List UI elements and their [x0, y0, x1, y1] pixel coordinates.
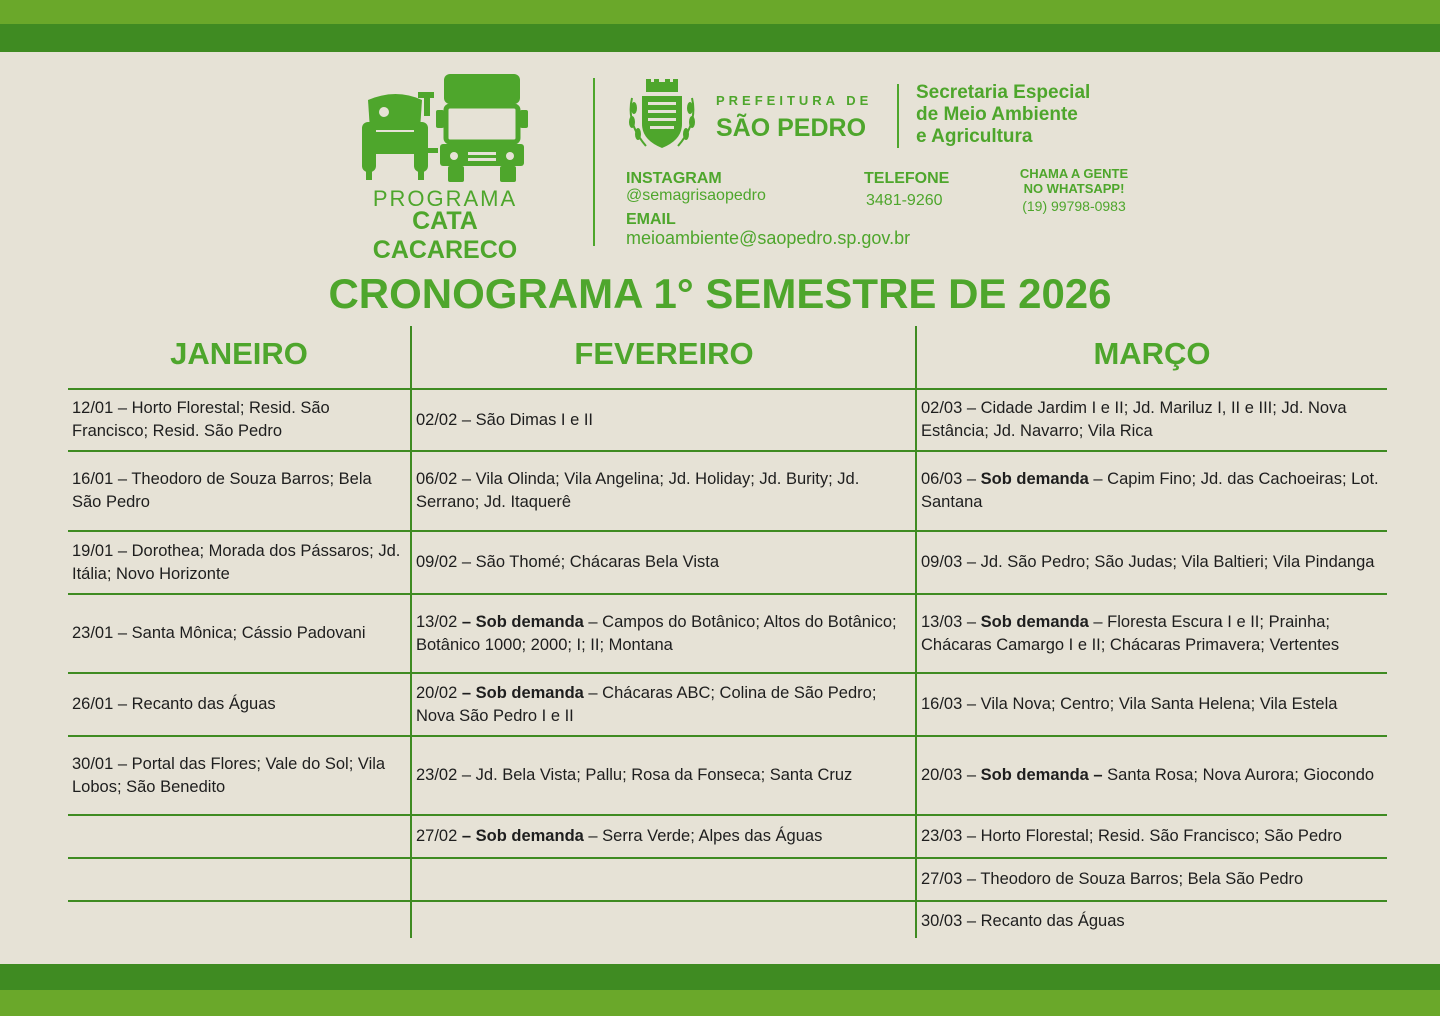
- schedule-cell-janeiro: [72, 674, 402, 735]
- entry-on-demand: Sob demanda –: [980, 766, 1103, 784]
- entry-neighborhoods: Theodoro de Souza Barros; Bela São Pedro: [980, 870, 1304, 888]
- schedule-entry: [416, 409, 593, 432]
- secretaria-line3: e Agricultura: [916, 126, 1033, 147]
- schedule-cell-fevereiro: [416, 816, 908, 857]
- schedule-cell-fevereiro: [416, 532, 908, 593]
- secretaria-name: [916, 82, 1090, 148]
- schedule-cell-marco: [921, 674, 1379, 735]
- schedule-cell-fevereiro: [416, 595, 908, 672]
- entry-neighborhoods: Vila Nova; Centro; Vila Santa Helena; Vila Estela: [980, 695, 1338, 713]
- schedule-cell-janeiro: [72, 532, 402, 593]
- entry-neighborhoods: Recanto das Águas: [980, 911, 1125, 930]
- entry-date: 27/02: [416, 827, 462, 845]
- entry-date: 20/03 –: [921, 766, 981, 784]
- schedule-entry: [921, 397, 1379, 443]
- bottom-bar-dark: [0, 964, 1440, 990]
- entry-date: 26/01 –: [72, 695, 132, 713]
- schedule-entry: [921, 868, 1303, 891]
- prefeitura-line1: PREFEITURA DE: [716, 93, 873, 108]
- entry-date: 02/02 –: [416, 410, 476, 429]
- entry-neighborhoods: Santa Rosa; Nova Aurora; Giocondo: [1102, 766, 1375, 784]
- schedule-cell-janeiro: [72, 595, 402, 672]
- schedule-entry: [921, 764, 1374, 787]
- schedule-entry: [416, 682, 908, 728]
- entry-neighborhoods: – Capim Fino; Jd. das Cachoeiras; Lot. Santana: [921, 470, 1379, 511]
- row-divider: [68, 814, 410, 816]
- schedule-entry: [72, 753, 402, 799]
- schedule-entry: [921, 611, 1379, 657]
- bottom-bar-light: [0, 990, 1440, 1016]
- schedule-cell-marco: [921, 390, 1379, 450]
- schedule-cell-fevereiro: [416, 737, 908, 814]
- schedule-cell-marco: [921, 902, 1379, 940]
- schedule-entry: [921, 825, 1342, 848]
- schedule-cell-marco: [921, 452, 1379, 530]
- entry-date: 09/02 –: [416, 553, 476, 571]
- entry-on-demand: – Sob demanda: [461, 827, 584, 845]
- schedule-entry: [416, 764, 852, 787]
- entry-neighborhoods: Jd. Bela Vista; Pallu; Rosa da Fonseca; Santa Cruz: [475, 766, 853, 784]
- secretaria-line1: Secretaria Especial: [916, 82, 1091, 103]
- entry-date: 06/02 –: [416, 470, 476, 488]
- entry-neighborhoods: – Floresta Escura I e II; Prainha; Chácaras Camargo I e II; Chácaras Primavera; Vertentes: [921, 612, 1340, 654]
- schedule-cell-janeiro: [72, 390, 402, 450]
- top-bar-dark: [0, 24, 1440, 52]
- schedule-entry: [921, 693, 1337, 716]
- entry-date: 13/03 –: [921, 612, 981, 631]
- schedule-cell-fevereiro: [416, 674, 908, 735]
- entry-date: 23/01 –: [72, 624, 132, 642]
- entry-neighborhoods: – Serra Verde; Alpes das Águas: [583, 827, 823, 845]
- entry-date: 19/01 –: [72, 541, 132, 560]
- entry-date: 13/02: [416, 612, 462, 631]
- entry-neighborhoods: Horto Florestal; Resid. São Francisco; Resid. São Pedro: [72, 399, 330, 440]
- entry-neighborhoods: Portal das Flores; Vale do Sol; Vila Lobos; São Benedito: [72, 754, 386, 796]
- schedule-entry: [921, 551, 1374, 574]
- month-header-fevereiro: FEVEREIRO: [574, 336, 754, 371]
- entry-neighborhoods: Cidade Jardim I e II; Jd. Mariluz I, II e III; Jd. Nova Estância; Jd. Navarro; Vila Rica: [921, 399, 1347, 440]
- entry-neighborhoods: Theodoro de Souza Barros; Bela São Pedro: [72, 470, 372, 511]
- month-header-marco: MARÇO: [1093, 336, 1211, 371]
- telefone-label: TELEFONE: [864, 170, 950, 187]
- entry-neighborhoods: Jd. São Pedro; São Judas; Vila Baltieri; Vila Pindanga: [980, 553, 1375, 571]
- schedule-entry: [416, 825, 822, 848]
- cata-cacareco-logo-icon: [356, 70, 536, 185]
- entry-date: 20/02: [416, 683, 462, 702]
- entry-neighborhoods: – Chácaras ABC; Colina de São Pedro; Nova São Pedro I e II: [416, 683, 877, 725]
- secretaria-line2: de Meio Ambiente: [916, 104, 1078, 125]
- whatsapp-label-line1: CHAMA A GENTE: [1019, 166, 1129, 181]
- entry-date: 16/01 –: [72, 470, 132, 488]
- entry-neighborhoods: Santa Mônica; Cássio Padovani: [131, 624, 366, 642]
- entry-date: 27/03 –: [921, 870, 981, 888]
- top-bar-light: [0, 0, 1440, 24]
- schedule-cell-marco: [921, 859, 1379, 900]
- entry-date: 30/01 –: [72, 754, 132, 773]
- entry-neighborhoods: Dorothea; Morada dos Pássaros; Jd. Itália; Novo Horizonte: [72, 541, 401, 583]
- entry-neighborhoods: Vila Olinda; Vila Angelina; Jd. Holiday; Jd. Burity; Jd. Serrano; Jd. Itaquerê: [416, 470, 860, 511]
- sao-pedro-crest-icon: [624, 78, 700, 154]
- schedule-cell-marco: [921, 816, 1379, 857]
- entry-neighborhoods: São Dimas I e II: [475, 410, 594, 429]
- entry-date: 12/01 –: [72, 399, 132, 417]
- instagram-label: INSTAGRAM: [626, 170, 722, 187]
- instagram-handle[interactable]: @semagrisaopedro: [626, 187, 766, 204]
- schedule-cell-fevereiro: [416, 452, 908, 530]
- schedule-entry: [72, 397, 402, 443]
- month-header-janeiro: JANEIRO: [170, 336, 308, 371]
- entry-on-demand: Sob demanda: [980, 470, 1089, 488]
- schedule-entry: [72, 622, 366, 645]
- row-divider: [412, 857, 916, 859]
- entry-date: 16/03 –: [921, 695, 981, 713]
- entry-date: 06/03 –: [921, 470, 981, 488]
- program-label: PROGRAMA: [372, 186, 518, 211]
- entry-on-demand: – Sob demanda: [461, 612, 584, 631]
- schedule-cell-marco: [921, 595, 1379, 672]
- whatsapp-number[interactable]: (19) 99798-0983: [1022, 198, 1126, 214]
- entry-neighborhoods: Recanto das Águas: [131, 695, 276, 713]
- prefeitura-line2: SÃO PEDRO: [716, 114, 867, 142]
- program-name: CATA CACARECO: [372, 207, 518, 264]
- schedule-entry: [921, 910, 1125, 933]
- schedule-cell-janeiro: [72, 452, 402, 530]
- entry-date: 02/03 –: [921, 399, 981, 417]
- schedule-entry: [72, 693, 276, 716]
- email-label: EMAIL: [626, 211, 676, 228]
- schedule-entry: [921, 468, 1379, 514]
- schedule-entry: [72, 468, 402, 514]
- schedule-cell-marco: [921, 532, 1379, 593]
- entry-date: 09/03 –: [921, 553, 981, 571]
- column-divider-2: [915, 326, 917, 938]
- entry-on-demand: – Sob demanda: [461, 683, 584, 702]
- prefeitura-divider: [897, 84, 899, 148]
- schedule-entry: [416, 551, 719, 574]
- page-title: CRONOGRAMA 1° SEMESTRE DE 2026: [328, 270, 1112, 317]
- entry-date: 23/02 –: [416, 766, 476, 784]
- schedule-entry: [72, 540, 402, 586]
- whatsapp-label: [1004, 166, 1144, 196]
- row-divider: [68, 857, 410, 859]
- telefone-number[interactable]: 3481-9260: [866, 192, 943, 209]
- schedule-entry: [416, 468, 908, 514]
- column-divider-1: [410, 326, 412, 938]
- entry-on-demand: Sob demanda: [980, 612, 1089, 631]
- schedule-entry: [416, 611, 908, 657]
- entry-date: 23/03 –: [921, 827, 981, 845]
- header-divider: [593, 78, 595, 246]
- schedule-cell-fevereiro: [416, 390, 908, 450]
- schedule-cell-marco: [921, 737, 1379, 814]
- email-address[interactable]: meioambiente@saopedro.sp.gov.br: [626, 228, 911, 248]
- entry-date: 30/03 –: [921, 911, 981, 930]
- row-divider: [68, 900, 410, 902]
- whatsapp-label-line2: NO WHATSAPP!: [1023, 181, 1125, 196]
- row-divider: [412, 900, 916, 902]
- schedule-cell-janeiro: [72, 737, 402, 814]
- entry-neighborhoods: Horto Florestal; Resid. São Francisco; São Pedro: [980, 827, 1342, 845]
- entry-neighborhoods: – Campos do Botânico; Altos do Botânico; Botânico 1000; 2000; I; II; Montana: [416, 612, 897, 654]
- entry-neighborhoods: São Thomé; Chácaras Bela Vista: [475, 553, 719, 571]
